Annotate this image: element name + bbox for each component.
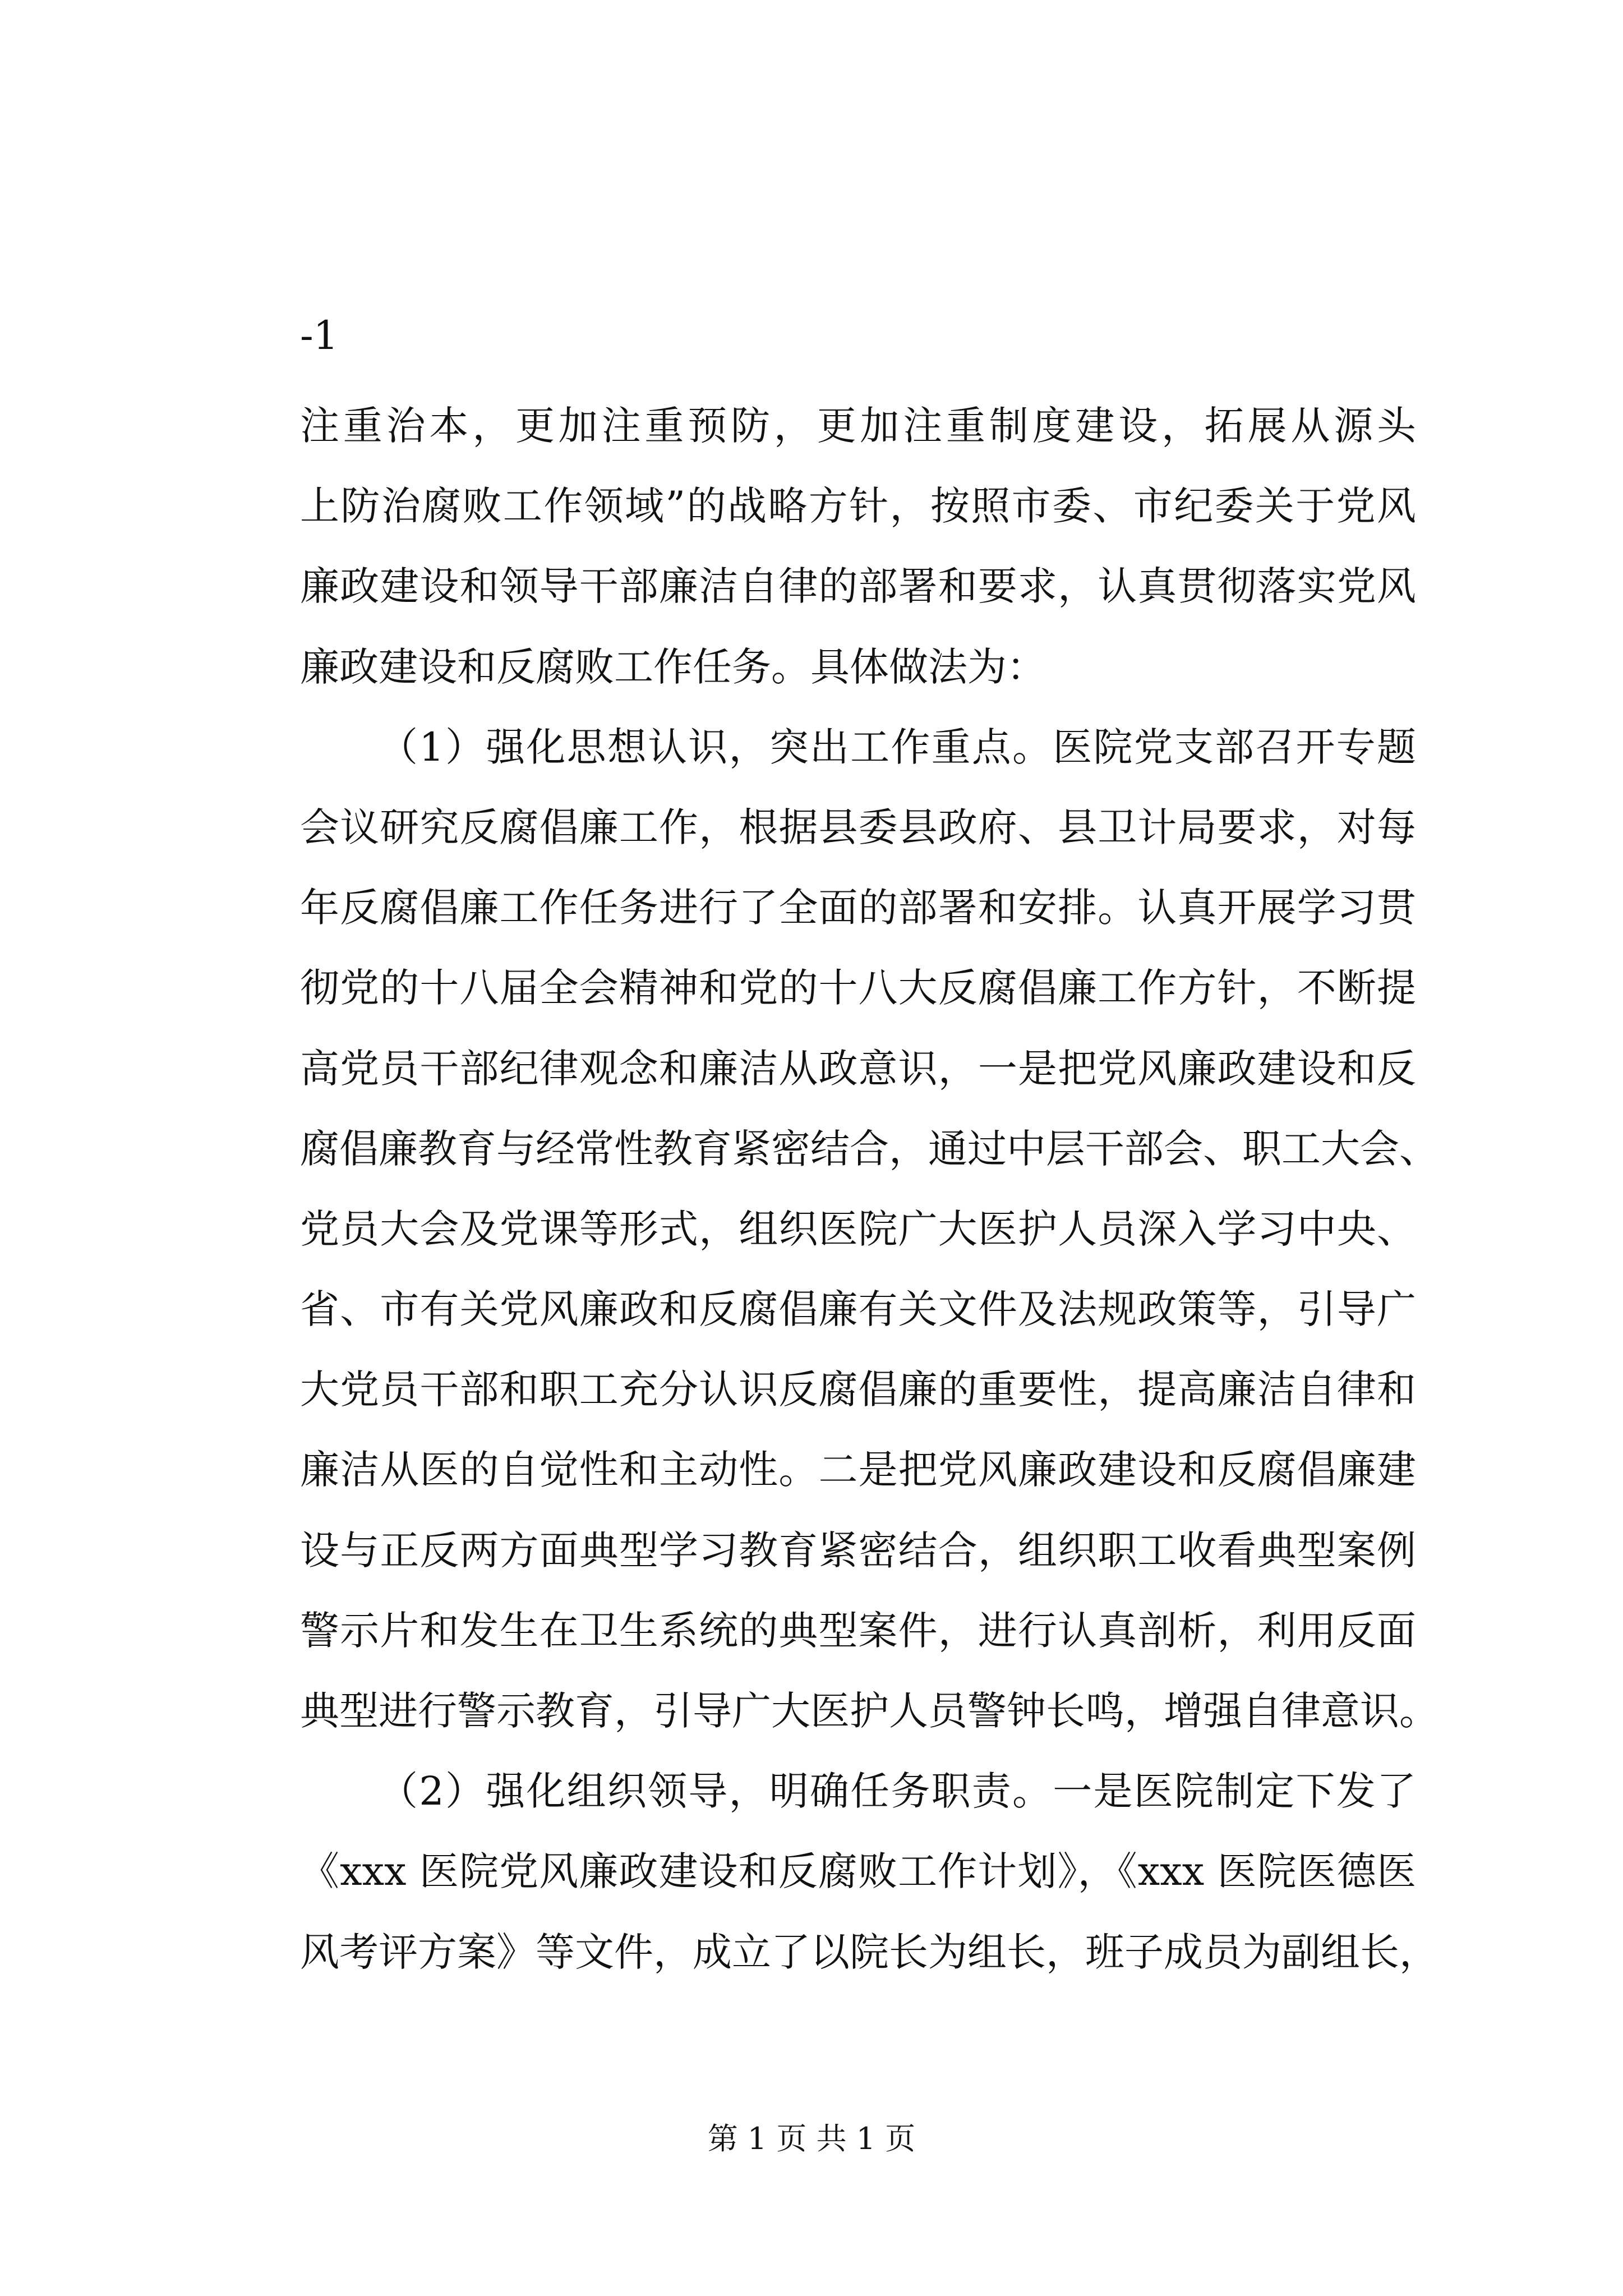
text-line: 设与正反两方面典型学习教育紧密结合，组织职工收看典型案例 bbox=[300, 1527, 1416, 1573]
text-line: 会议研究反腐倡廉工作，根据县委县政府、县卫计局要求，对每 bbox=[300, 804, 1416, 850]
text-line: 大党员干部和职工充分认识反腐倡廉的重要性，提高廉洁自律和 bbox=[300, 1366, 1416, 1413]
body-text bbox=[300, 386, 1438, 1993]
text-line: 典型进行警示教育，引导广大医护人员警钟长鸣，增强自律意识。 bbox=[300, 1688, 1438, 1734]
text-line: 注重治本，更加注重预防，更加注重制度建设，拓展从源头 bbox=[300, 403, 1416, 449]
text-line: 风考评方案》等文件，成立了以院长为组长，班子成员为副组长， bbox=[300, 1929, 1438, 1975]
text-line: 上防治腐败工作领域”的战略方针，按照市委、市纪委关于党风 bbox=[300, 483, 1416, 530]
text-line: 党员大会及党课等形式，组织医院广大医护人员深入学习中央、 bbox=[300, 1205, 1416, 1252]
text-line: （2）强化组织领导，明确任务职责。一是医院制定下发了 bbox=[379, 1768, 1416, 1815]
text-line: 《xxx 医院党风廉政建设和反腐败工作计划》，《xxx 医院医德医 bbox=[300, 1848, 1416, 1895]
text-line: 廉政建设和领导干部廉洁自律的部署和要求，认真贯彻落实党风 bbox=[300, 563, 1416, 610]
page-number-mark: -1 bbox=[300, 312, 339, 358]
paragraph bbox=[300, 1751, 1438, 1993]
text-line: 彻党的十八届全会精神和党的十八大反腐倡廉工作方针，不断提 bbox=[300, 965, 1416, 1011]
text-line: 腐倡廉教育与经常性教育紧密结合，通过中层干部会、职工大会、 bbox=[300, 1125, 1438, 1172]
text-line: （1）强化思想认识，突出工作重点。医院党支部召开专题 bbox=[379, 724, 1416, 770]
text-line: 省、市有关党风廉政和反腐倡廉有关文件及法规政策等，引导广 bbox=[300, 1286, 1416, 1333]
paragraph bbox=[300, 707, 1438, 1751]
text-line: 廉洁从医的自觉性和主动性。二是把党风廉政建设和反腐倡廉建 bbox=[300, 1447, 1416, 1493]
text-line: 警示片和发生在卫生系统的典型案件，进行认真剖析，利用反面 bbox=[300, 1607, 1416, 1654]
page-footer: 第 1 页 共 1 页 bbox=[707, 2121, 916, 2156]
text-line: 高党员干部纪律观念和廉洁从政意识，一是把党风廉政建设和反 bbox=[300, 1045, 1416, 1092]
paragraph bbox=[300, 386, 1416, 707]
text-line: 廉政建设和反腐败工作任务。具体做法为： bbox=[300, 643, 1046, 690]
text-line: 年反腐倡廉工作任务进行了全面的部署和安排。认真开展学习贯 bbox=[300, 885, 1416, 931]
